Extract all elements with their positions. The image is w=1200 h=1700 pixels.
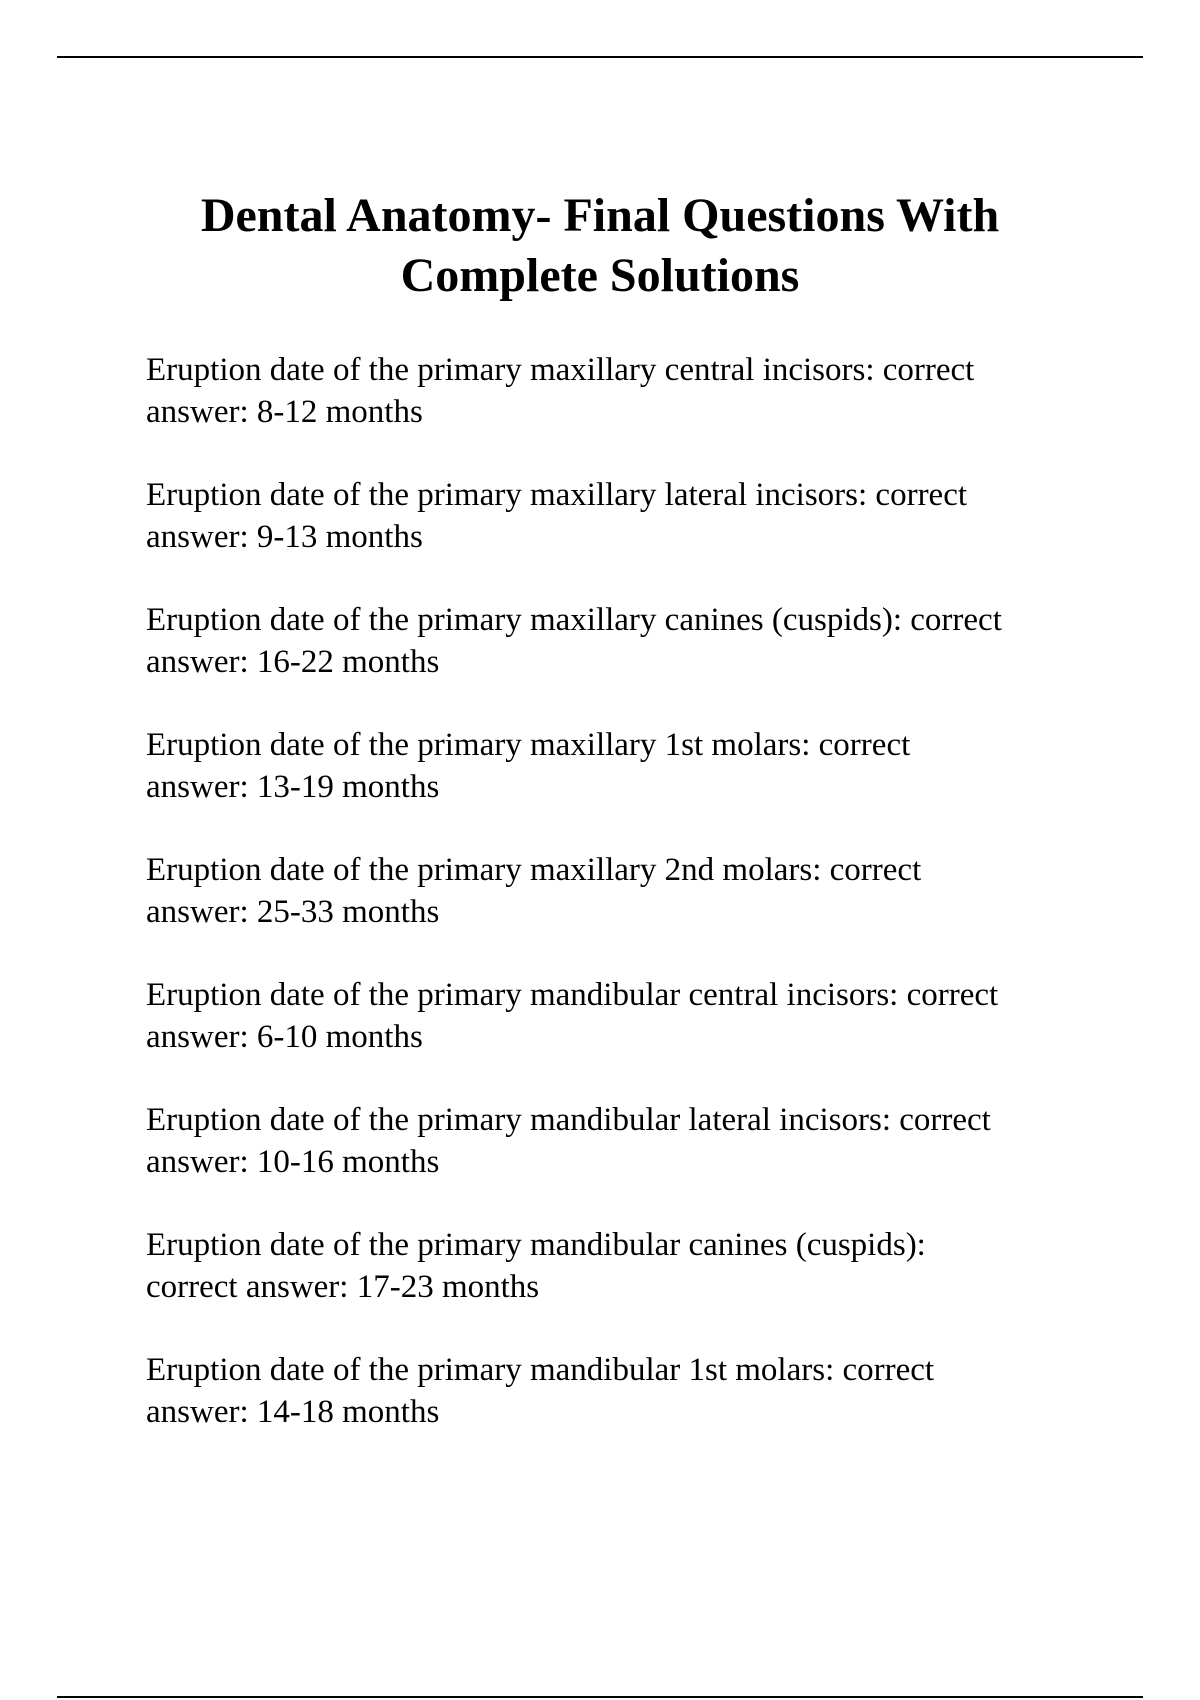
question-item [146,474,1106,558]
answer-text: answer: 16-22 months [146,644,440,680]
question-text: Eruption date of the primary maxillary central incisors: correct [146,352,975,388]
question-item [146,599,1106,683]
question-text: Eruption date of the primary mandibular 1st molars: correct [146,1352,935,1388]
question-item [146,1099,1106,1183]
answer-text: answer: 25-33 months [146,894,440,930]
question-item [146,724,1106,808]
question-text: Eruption date of the primary maxillary lateral incisors: correct [146,477,968,513]
question-list [146,349,1106,1474]
page-title-line-1: Dental Anatomy- Final Questions With [200,189,1000,242]
top-rule [57,56,1143,58]
answer-text: answer: 13-19 months [146,769,440,805]
question-item [146,1224,1106,1308]
answer-text: answer: 9-13 months [146,519,423,555]
answer-text: answer: 14-18 months [146,1394,440,1430]
answer-text: correct answer: 17-23 months [146,1269,540,1305]
page-title-line-2: Complete Solutions [400,249,800,302]
question-item [146,349,1106,433]
answer-text: answer: 10-16 months [146,1144,440,1180]
question-text: Eruption date of the primary mandibular central incisors: correct [146,977,999,1013]
question-text: Eruption date of the primary mandibular lateral incisors: correct [146,1102,991,1138]
bottom-rule [57,1696,1143,1698]
question-text: Eruption date of the primary maxillary canines (cuspids): correct [146,602,1002,638]
question-text: Eruption date of the primary maxillary 1st molars: correct [146,727,911,763]
answer-text: answer: 6-10 months [146,1019,423,1055]
answer-text: answer: 8-12 months [146,394,423,430]
question-text: Eruption date of the primary maxillary 2nd molars: correct [146,852,922,888]
question-item [146,849,1106,933]
page-title [100,186,1100,306]
question-item [146,974,1106,1058]
question-item [146,1349,1106,1433]
question-text: Eruption date of the primary mandibular canines (cuspids): [146,1227,926,1263]
